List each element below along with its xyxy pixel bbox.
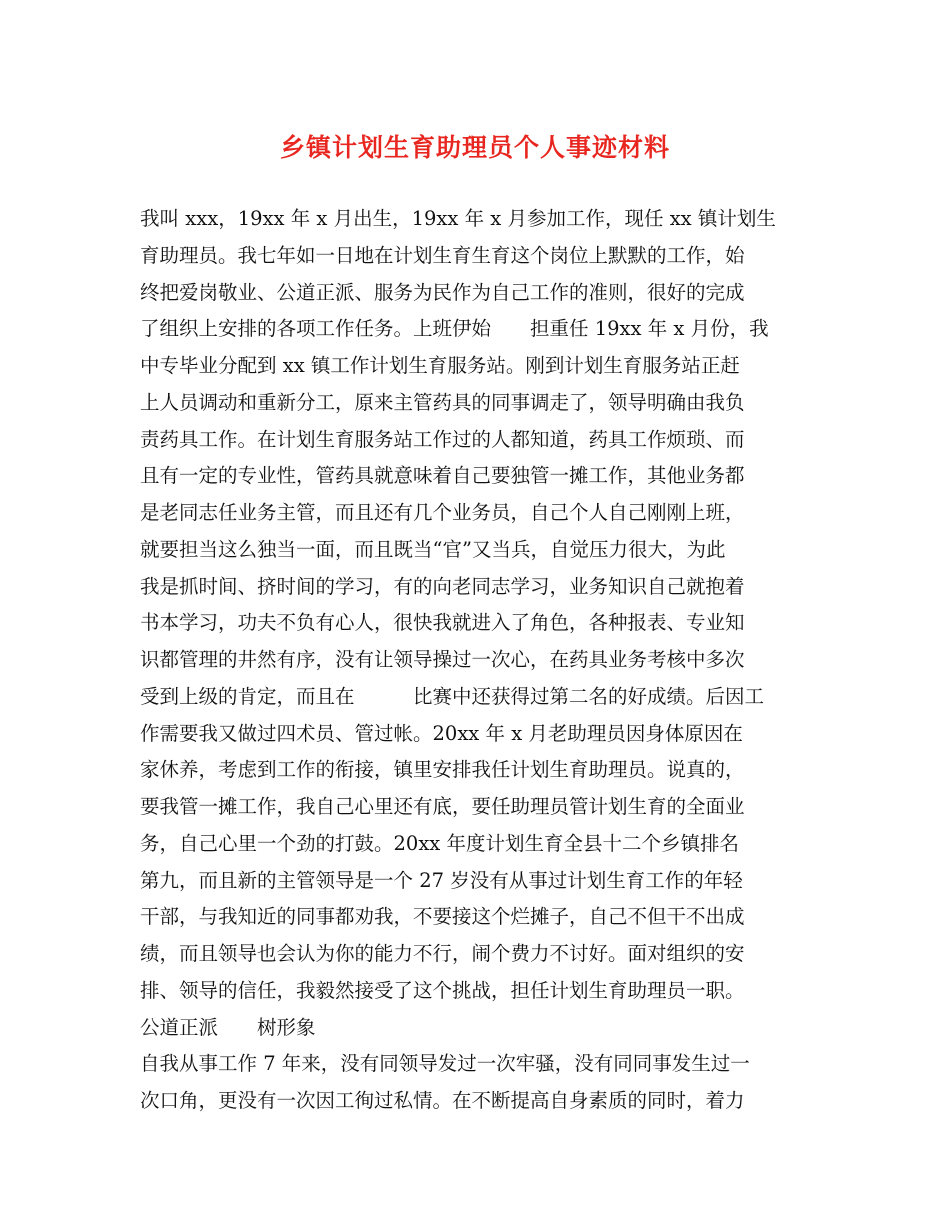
body-line: 自我从事工作 7 年来，没有同领导发过一次牢骚，没有同同事发生过一 bbox=[140, 1052, 750, 1076]
body-line: 干部，与我知近的同事都劝我，不要接这个烂摊子，自己不但干不出成 bbox=[140, 905, 745, 929]
section-heading: 公道正派 树形象 bbox=[140, 1015, 316, 1039]
body-line: 我是抓时间、挤时间的学习，有的向老同志学习，业务知识自己就抱着 bbox=[140, 574, 745, 598]
body-line: 受到上级的肯定，而且在 比赛中还获得过第二名的好成绩。后因工 bbox=[140, 684, 765, 708]
document-body bbox=[140, 201, 820, 1120]
body-line: 责药具工作。在计划生育服务站工作过的人都知道，药具工作烦琐、而 bbox=[140, 427, 745, 451]
body-line: 次口角，更没有一次因工徇过私情。在不断提高自身素质的同时，着力 bbox=[140, 1089, 745, 1112]
body-line: 第九，而且新的主管领导是一个 27 岁没有从事过计划生育工作的年轻 bbox=[140, 868, 743, 892]
body-line: 育助理员。我七年如一日地在计划生育生育这个岗位上默默的工作，始 bbox=[140, 243, 745, 267]
body-line: 排、领导的信任，我毅然接受了这个挑战，担任计划生育助理员一职。 bbox=[140, 978, 745, 1002]
body-line: 终把爱岗敬业、公道正派、服务为民作为自己工作的准则，很好的完成 bbox=[140, 280, 745, 304]
body-line: 绩，而且领导也会认为你的能力不行，闹个费力不讨好。面对组织的安 bbox=[140, 942, 745, 965]
body-line: 书本学习，功夫不负有心人，很快我就进入了角色，各种报表、专业知 bbox=[140, 611, 745, 635]
body-line: 要我管一摊工作，我自己心里还有底，要任助理员管计划生育的全面业 bbox=[140, 795, 745, 818]
body-line: 了组织上安排的各项工作任务。上班伊始 担重任 19xx 年 x 月份，我 bbox=[140, 317, 769, 341]
body-line: 上人员调动和重新分工，原来主管药具的同事调走了，领导明确由我负 bbox=[140, 390, 745, 414]
body-line: 中专毕业分配到 xx 镇工作计划生育服务站。刚到计划生育服务站正赶 bbox=[140, 354, 740, 377]
document-title: 乡镇计划生育助理员个人事迹材料 bbox=[279, 133, 670, 162]
body-line: 家休养，考虑到工作的衔接，镇里安排我任计划生育助理员。说真的， bbox=[140, 758, 745, 782]
body-line: 且有一定的专业性，管药具就意味着自己要独管一摊工作，其他业务都 bbox=[140, 464, 745, 488]
body-line: 就要担当这么独当一面，而且既当“官”又当兵，自觉压力很大，为此 bbox=[140, 537, 726, 561]
body-line: 识都管理的井然有序，没有让领导操过一次心，在药具业务考核中多次 bbox=[140, 648, 745, 671]
body-line: 是老同志任业务主管，而且还有几个业务员，自己个人自己刚刚上班， bbox=[140, 501, 745, 524]
body-line: 我叫 xxx，19xx 年 x 月出生，19xx 年 x 月参加工作，现任 xx 镇计划生 bbox=[140, 207, 776, 230]
body-line: 务，自己心里一个劲的打鼓。20xx 年度计划生育全县十二个乡镇排名 bbox=[140, 831, 740, 855]
body-line: 作需要我又做过四术员、管过帐。20xx 年 x 月老助理员因身体原因在 bbox=[140, 721, 743, 745]
